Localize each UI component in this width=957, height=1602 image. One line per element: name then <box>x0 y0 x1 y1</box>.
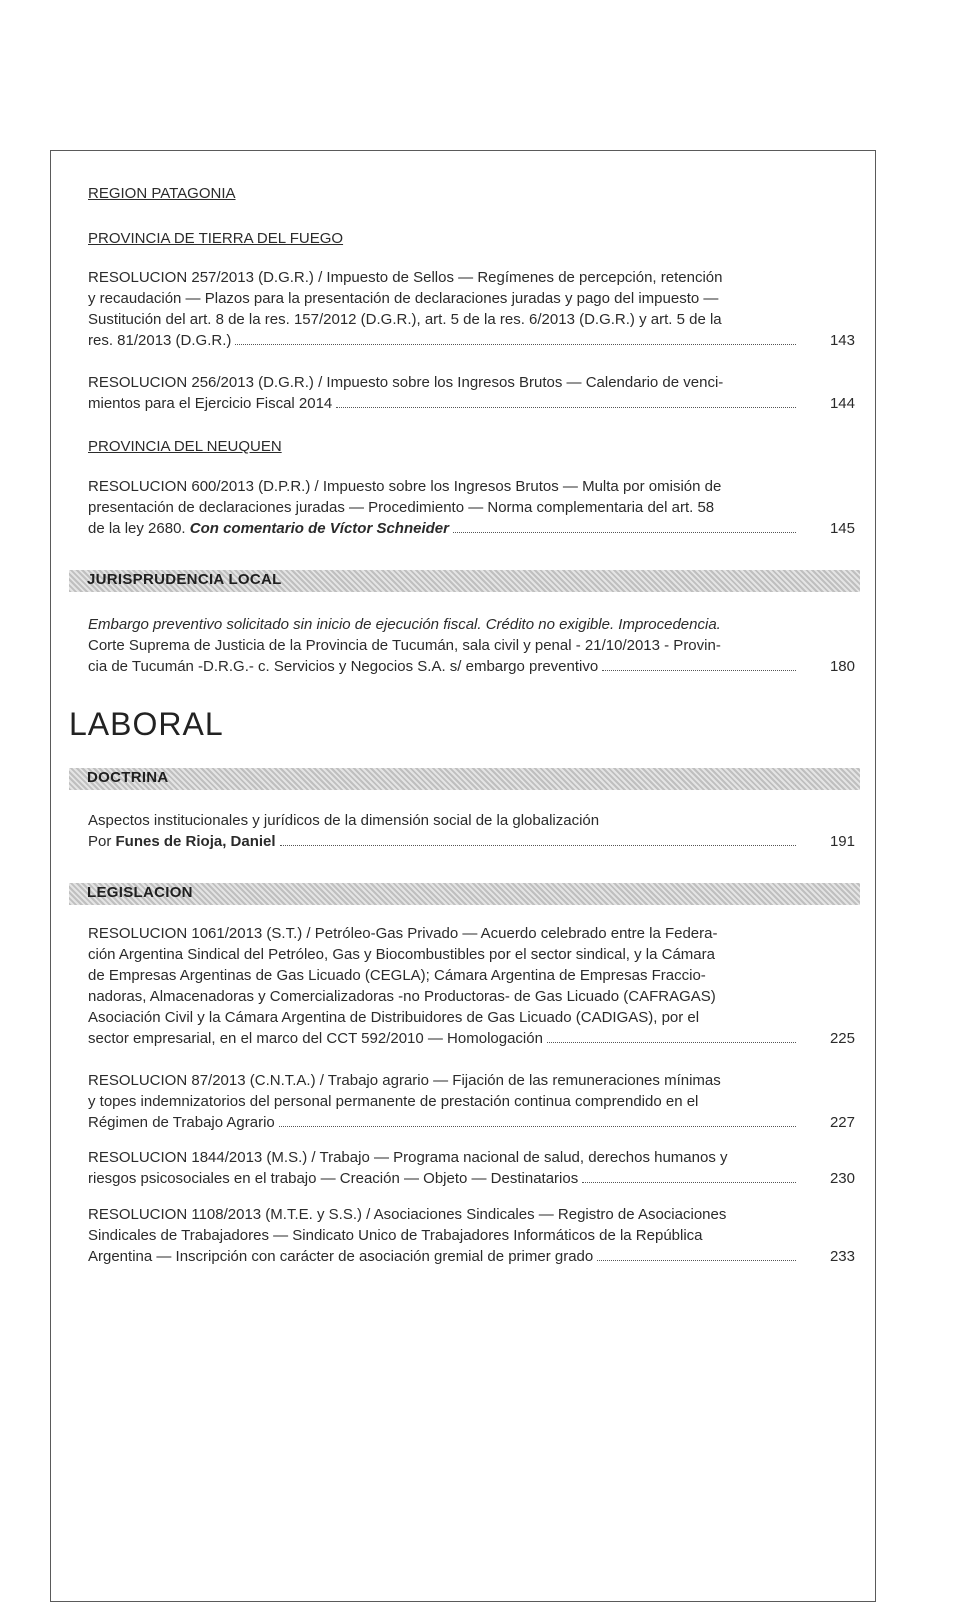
entry-line: RESOLUCION 257/2013 (D.G.R.) / Impuesto de Sellos — Regímenes de percepción, retención <box>88 269 723 286</box>
page-number: 227 <box>829 1114 855 1131</box>
entry-line: presentación de declaraciones juradas — Procedimiento — Norma complementaria del art. 58 <box>88 499 715 516</box>
toc-entry-jurisprudencia[interactable] <box>88 614 800 677</box>
entry-line: y recaudación — Plazos para la presentación de declaraciones juradas y pago del impuesto — <box>88 290 719 307</box>
page-number: 144 <box>829 395 855 412</box>
toc-entry-res-600[interactable] <box>88 476 800 539</box>
entry-line: Argentina — Inscripción con carácter de asociación gremial de primer grado <box>88 1248 594 1265</box>
page-number: 230 <box>829 1170 855 1187</box>
article-title: Aspectos institucionales y jurídicos de la dimensión social de la globalización <box>88 812 600 829</box>
entry-line: RESOLUCION 1108/2013 (M.T.E. y S.S.) / Asociaciones Sindicales — Registro de Asociaciones <box>88 1206 727 1223</box>
entry-line: RESOLUCION 1844/2013 (M.S.) / Trabajo — Programa nacional de salud, derechos humanos y <box>88 1149 728 1166</box>
province-tierra-del-fuego-heading: PROVINCIA DE TIERRA DEL FUEGO <box>88 230 344 247</box>
entry-line: nadoras, Almacenadoras y Comercializadoras -no Productoras- de Gas Licuado (CAFRAGAS) <box>88 988 716 1005</box>
province-neuquen-heading: PROVINCIA DEL NEUQUEN <box>88 438 282 455</box>
by-label: Por <box>88 833 112 850</box>
entry-line: RESOLUCION 256/2013 (D.G.R.) / Impuesto sobre los Ingresos Brutos — Calendario de venci- <box>88 374 724 391</box>
entry-line: y topes indemnizatorios del personal permanente de prestación continua comprendido en el <box>88 1093 699 1110</box>
entry-line: RESOLUCION 1061/2013 (S.T.) / Petróleo-Gas Privado — Acuerdo celebrado entre la Federa- <box>88 925 718 942</box>
toc-entry-res-1844[interactable] <box>88 1147 800 1189</box>
entry-line: riesgos psicosociales en el trabajo — Creación — Objeto — Destinatarios <box>88 1170 579 1187</box>
band-label: LEGISLACION <box>87 884 193 901</box>
entry-line: Asociación Civil y la Cámara Argentina de Distribuidores de Gas Licuado (CADIGAS), por el <box>88 1009 700 1026</box>
band-label: DOCTRINA <box>87 769 169 786</box>
dot-leader <box>547 1042 796 1043</box>
page-border <box>50 150 876 1602</box>
page-number: 143 <box>829 332 855 349</box>
region-heading: REGION PATAGONIA <box>88 185 236 202</box>
section-band-doctrina <box>69 768 860 790</box>
entry-line: Sustitución del art. 8 de la res. 157/2012 (D.G.R.), art. 5 de la res. 6/2013 (D.G.R.) y art. 5 de la <box>88 311 722 328</box>
section-title-laboral: LABORAL <box>69 706 224 742</box>
page-number: 191 <box>829 833 855 850</box>
toc-entry-res-1061[interactable] <box>88 923 800 1049</box>
section-band-legislacion <box>69 883 860 905</box>
toc-entry-res-257[interactable] <box>88 267 800 351</box>
dot-leader <box>453 532 796 533</box>
entry-line: Corte Suprema de Justicia de la Provincia de Tucumán, sala civil y penal - 21/10/2013 - Provin- <box>88 637 721 654</box>
dot-leader <box>597 1260 796 1261</box>
entry-line: de Empresas Argentinas de Gas Licuado (CEGLA); Cámara Argentina de Empresas Fraccio- <box>88 967 706 984</box>
toc-entry-res-1108[interactable] <box>88 1204 800 1267</box>
entry-line: ción Argentina Sindical del Petróleo, Gas y Biocombustibles por el sector sindical, y la Cámara <box>88 946 715 963</box>
dot-leader <box>582 1182 796 1183</box>
entry-line: Régimen de Trabajo Agrario <box>88 1114 275 1131</box>
entry-line: Sindicales de Trabajadores — Sindicato Unico de Trabajadores Informáticos de la República <box>88 1227 703 1244</box>
toc-entry-res-256[interactable] <box>88 372 800 414</box>
section-band-jurisprudencia <box>69 570 860 592</box>
entry-line: res. 81/2013 (D.G.R.) <box>88 332 232 349</box>
toc-entry-res-87[interactable] <box>88 1070 800 1133</box>
dot-leader <box>602 670 796 671</box>
case-title: Embargo preventivo solicitado sin inicio de ejecución fiscal. Crédito no exigible. Improcedencia. <box>88 616 721 633</box>
band-label: JURISPRUDENCIA LOCAL <box>87 571 282 588</box>
dot-leader <box>280 845 796 846</box>
entry-line: de la ley 2680. <box>88 520 186 537</box>
page-number: 233 <box>829 1248 855 1265</box>
author-name: Funes de Rioja, Daniel <box>115 833 276 850</box>
toc-entry-doctrina[interactable] <box>88 810 800 852</box>
entry-line: mientos para el Ejercicio Fiscal 2014 <box>88 395 333 412</box>
page-number: 145 <box>829 520 855 537</box>
commentary-credit: Con comentario de Víctor Schneider <box>189 520 449 537</box>
entry-line: cia de Tucumán -D.R.G.- c. Servicios y Negocios S.A. s/ embargo preventivo <box>88 658 599 675</box>
dot-leader <box>235 344 796 345</box>
entry-line: sector empresarial, en el marco del CCT 592/2010 — Homologación <box>88 1030 543 1047</box>
dot-leader <box>279 1126 796 1127</box>
page-number: 180 <box>829 658 855 675</box>
page-number: 225 <box>829 1030 855 1047</box>
entry-line: RESOLUCION 87/2013 (C.N.T.A.) / Trabajo agrario — Fijación de las remuneraciones mínimas <box>88 1072 721 1089</box>
entry-line: RESOLUCION 600/2013 (D.P.R.) / Impuesto sobre los Ingresos Brutos — Multa por omisión de <box>88 478 722 495</box>
dot-leader <box>336 407 796 408</box>
